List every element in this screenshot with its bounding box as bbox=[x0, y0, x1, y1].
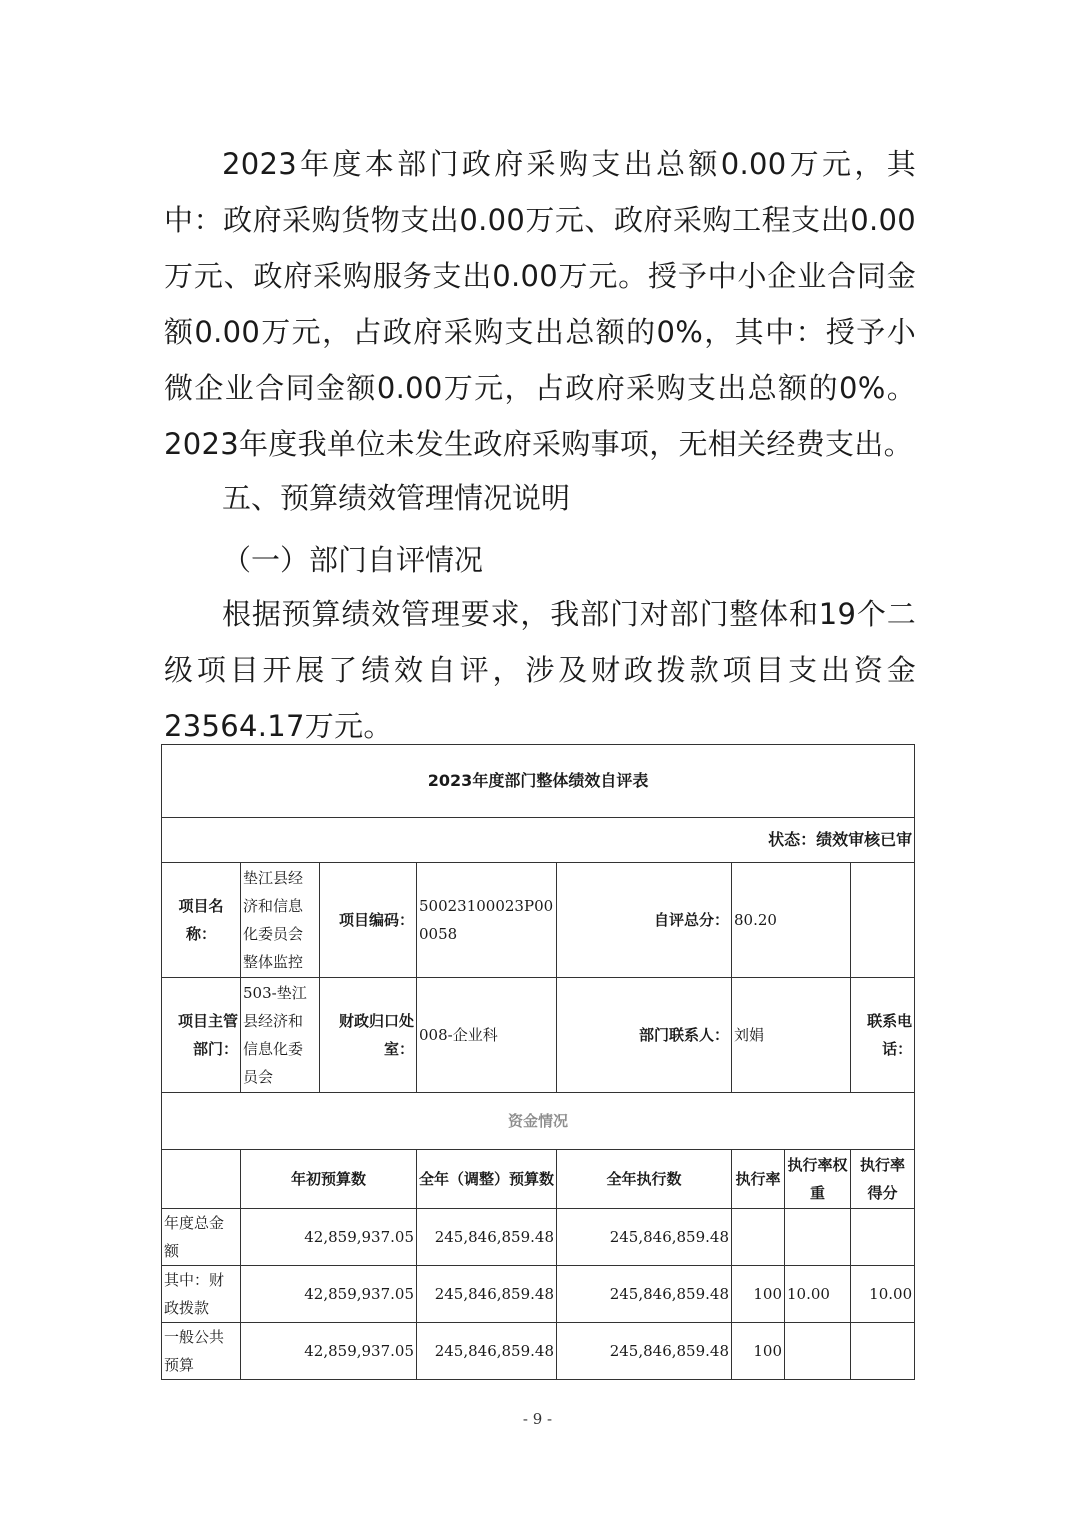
score-label: 自评总分： bbox=[557, 863, 732, 978]
executed-cell: 245,846,859.48 bbox=[557, 1323, 732, 1380]
row-label: 年度总金额 bbox=[162, 1209, 241, 1266]
contact-value: 刘娟 bbox=[732, 978, 851, 1093]
initial-cell: 42,859,937.05 bbox=[241, 1323, 417, 1380]
empty-cell bbox=[851, 863, 915, 978]
subsection-heading: （一）部门自评情况 bbox=[222, 543, 484, 577]
col-adjusted-budget: 全年（调整）预算数 bbox=[417, 1150, 557, 1209]
col-weight: 执行率权重 bbox=[785, 1150, 851, 1209]
score-cell bbox=[851, 1323, 915, 1380]
adjusted-cell: 245,846,859.48 bbox=[417, 1266, 557, 1323]
executed-cell: 245,846,859.48 bbox=[557, 1209, 732, 1266]
table-row bbox=[162, 978, 915, 1093]
weight-cell: 10.00 bbox=[785, 1266, 851, 1323]
empty-cell bbox=[162, 1150, 241, 1209]
contact-label: 部门联系人： bbox=[557, 978, 732, 1093]
initial-cell: 42,859,937.05 bbox=[241, 1209, 417, 1266]
column-header-row bbox=[162, 1150, 915, 1209]
section-heading: 五、预算绩效管理情况说明 bbox=[222, 481, 571, 515]
row-label: 一般公共预算 bbox=[162, 1323, 241, 1380]
page-number: - 9 - bbox=[522, 1410, 553, 1428]
table-row bbox=[162, 1209, 915, 1266]
self-eval-paragraph: 根据预算绩效管理要求，我部门对部门整体和19个二级项目开展了绩效自评，涉及财政拨款项目支出资金23564.17万元。 bbox=[164, 597, 916, 743]
score-cell: 10.00 bbox=[851, 1266, 915, 1323]
score-cell bbox=[851, 1209, 915, 1266]
col-executed: 全年执行数 bbox=[557, 1150, 732, 1209]
adjusted-cell: 245,846,859.48 bbox=[417, 1209, 557, 1266]
project-code-label: 项目编码： bbox=[320, 863, 417, 978]
finance-office-label: 财政归口处室： bbox=[320, 978, 417, 1093]
project-name-value: 垫江县经济和信息化委员会整体监控 bbox=[241, 863, 320, 978]
weight-cell bbox=[785, 1209, 851, 1266]
weight-cell bbox=[785, 1323, 851, 1380]
finance-office-value: 008-企业科 bbox=[417, 978, 557, 1093]
dept-label: 项目主管部门： bbox=[162, 978, 241, 1093]
table-row bbox=[162, 1323, 915, 1380]
procurement-paragraph: 2023年度本部门政府采购支出总额0.00万元，其中：政府采购货物支出0.00万元、政府采购工程支出0.00万元、政府采购服务支出0.00万元。授予中小企业合同金额0.00万元，占政府采购支出总额的0%，其中：授予小微企业合同金额0.00万元，占政府采购支出总额的0%。2023年度我单位未发生政府采购事项，无相关经费支出。 bbox=[164, 147, 916, 461]
project-code-value: 50023100023P000058 bbox=[417, 863, 557, 978]
row-label: 其中：财政拨款 bbox=[162, 1266, 241, 1323]
funds-section-header: 资金情况 bbox=[162, 1093, 915, 1150]
executed-cell: 245,846,859.48 bbox=[557, 1266, 732, 1323]
rate-cell bbox=[732, 1209, 785, 1266]
performance-eval-table bbox=[161, 744, 915, 1380]
table-title: 2023年度部门整体绩效自评表 bbox=[162, 745, 915, 818]
adjusted-cell: 245,846,859.48 bbox=[417, 1323, 557, 1380]
rate-cell: 100 bbox=[732, 1266, 785, 1323]
table-row bbox=[162, 1266, 915, 1323]
col-rate: 执行率 bbox=[732, 1150, 785, 1209]
table-row bbox=[162, 863, 915, 978]
project-name-label: 项目名称： bbox=[162, 863, 241, 978]
rate-cell: 100 bbox=[732, 1323, 785, 1380]
phone-label: 联系电话： bbox=[851, 978, 915, 1093]
status-text: 状态：绩效审核已审 bbox=[162, 818, 915, 863]
dept-value: 503-垫江县经济和信息化委员会 bbox=[241, 978, 320, 1093]
col-initial-budget: 年初预算数 bbox=[241, 1150, 417, 1209]
score-value: 80.20 bbox=[732, 863, 851, 978]
col-rate-score: 执行率得分 bbox=[851, 1150, 915, 1209]
initial-cell: 42,859,937.05 bbox=[241, 1266, 417, 1323]
